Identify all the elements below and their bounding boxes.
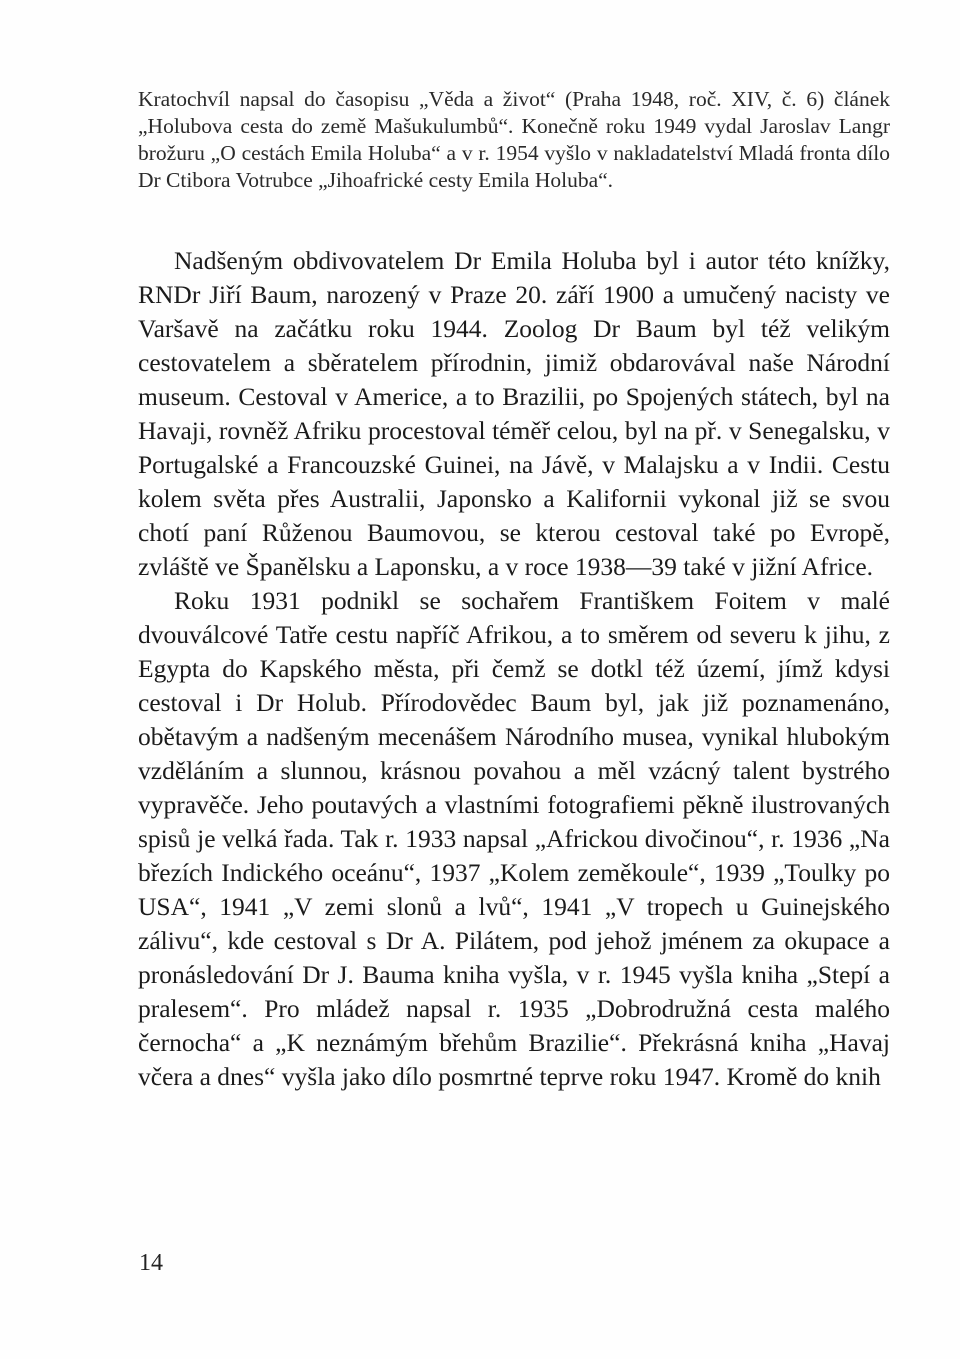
page-number: 14 <box>139 1250 163 1276</box>
main-text <box>138 244 890 1094</box>
paragraph-baum-travels-and-books: Roku 1931 podnikl se sochařem Františkem Foitem v malé dvouválcové Tatře cestu napříč Afrikou, a to směrem od severu k jihu, z Egypta do Kapského města, při čemž se dotkl též území, jímž kdysi cestoval i Dr Holub. Přírodovědec Baum byl, jak již poznamenáno, obětavým a nadšeným mecenášem Národního musea, vynikal hlubokým vzděláním a slunnou, krásnou povahou a měl vzácný talent bystrého vypravěče. Jeho poutavých a vlastními fotografiemi pěkně ilustrovaných spisů je velká řada. Tak r. 1933 napsal „Africkou divočinou“, r. 1936 „Na březích Indického oceánu“, 1937 „Kolem zeměkoule“, 1939 „Toulky po USA“, 1941 „V zemi slonů a lvů“, 1941 „V tropech u Guinejského zálivu“, kde cestoval s Dr A. Pilátem, pod jehož jménem za okupace a pronásledování Dr J. Bauma kniha vyšla, v r. 1945 vyšla kniha „Stepí a pralesem“. Pro mládež napsal r. 1935 „Dobrodružná cesta malého černocha“ a „K neznámým břehům Brazilie“. Překrásná kniha „Havaj včera a dnes“ vyšla jako dílo posmrtné teprve roku 1947. Kromě do knih <box>138 586 890 1091</box>
intro-small-paragraph: Kratochvíl napsal do časopisu „Věda a život“ (Praha 1948, roč. XIV, č. 6) článek „Holubova cesta do země Mašukulumbů“. Konečně roku 1949 vydal Jaroslav Langr brožuru „O cestách Emila Holuba“ a v r. 1954 vyšlo v nakladatelství Mladá fronta dílo Dr Ctibora Votrubce „Jihoafrické cesty Emila Holuba“. <box>138 87 890 192</box>
paragraph-baum-biography: Nadšeným obdivovatelem Dr Emila Holuba byl i autor této knížky, RNDr Jiří Baum, narozený v Praze 20. září 1900 a umučený nacisty ve Varšavě na začátku roku 1944. Zoolog Dr Baum byl též velikým cestovatelem a sběratelem přírodnin, jimiž obdarovával naše Národní museum. Cestoval v Americe, a to Brazilii, po Spojených státech, byl na Havaji, rovněž Afriku procestoval téměř celou, byl na př. v Senegalsku, v Portugalské a Francouzské Guinei, na Jávě, v Malajsku a v Indii. Cestu kolem světa přes Australii, Japonsko a Kalifornii vykonal již se svou chotí paní Růženou Baumovou, se kterou cestoval také po Evropě, zvláště ve Španělsku a Laponsku, a v roce 1938—39 také v jižní Africe. <box>138 246 890 581</box>
